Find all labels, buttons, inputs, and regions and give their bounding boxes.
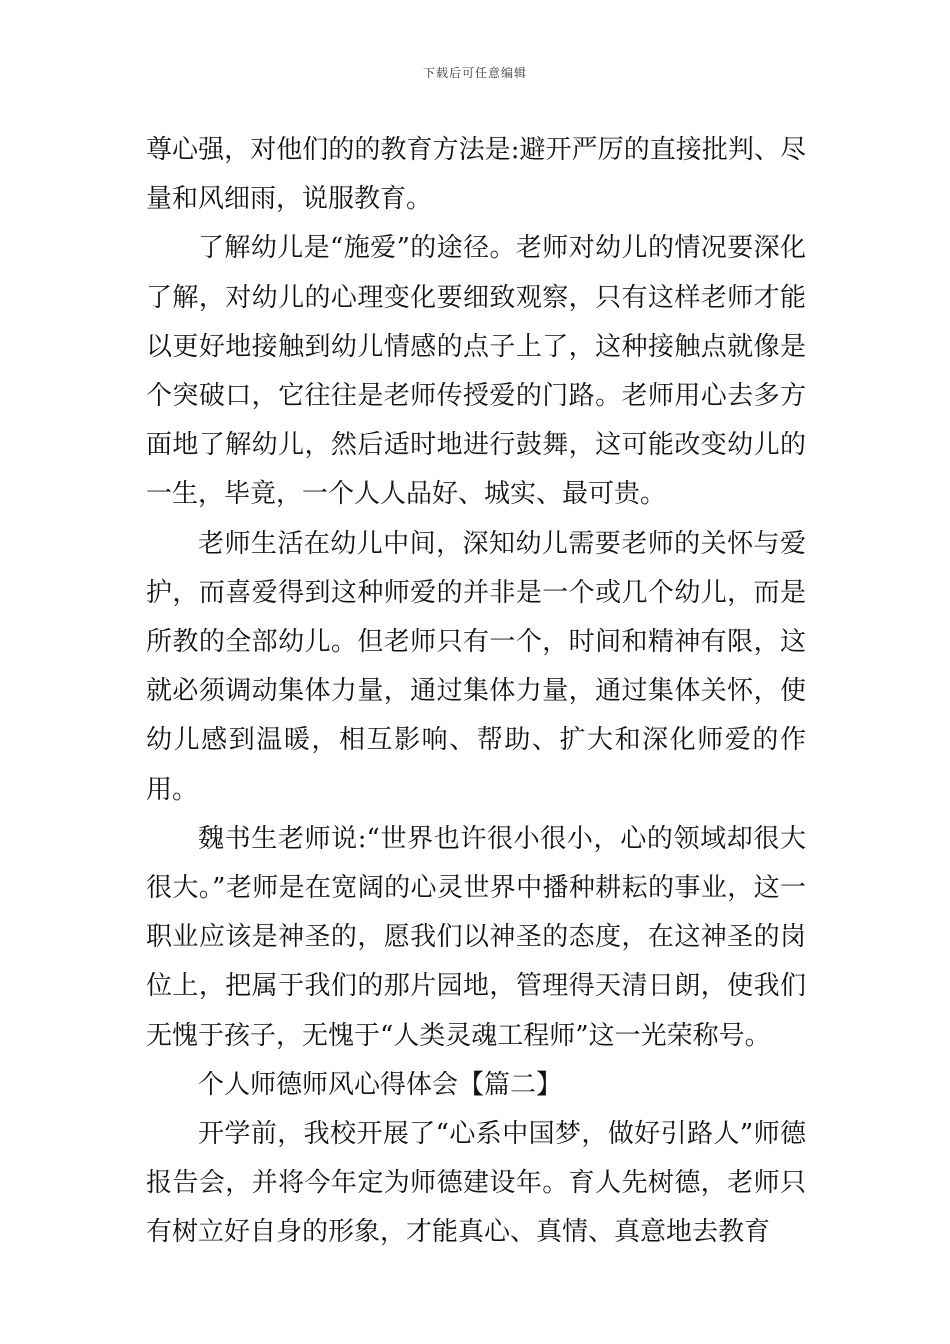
page-header-note: 下载后可任意编辑: [422, 66, 527, 80]
paragraph-school-report: 开学前，我校开展了“心系中国梦，做好引路人”师德报告会，并将今年定为师德建设年。育人先树德，老师只有树立好自身的形象，才能真心、真情、真意地去教育: [146, 1119, 806, 1248]
document-body: [146, 126, 806, 1258]
paragraph-collective-care: 老师生活在幼儿中间，深知幼儿需要老师的关怀与爱护，而喜爱得到这种师爱的并非是一个或几个幼儿，而是所教的全部幼儿。但老师只有一个，时间和精神有限，这就必须调动集体力量，通过集体力量，通过集体关怀，使幼儿感到温暖，相互影响、帮助、扩大和深化师爱的作用。: [146, 528, 806, 805]
paragraph-understanding-children: 了解幼儿是“施爱”的途径。老师对幼儿的情况要深化了解，对幼儿的心理变化要细致观察，只有这样老师才能以更好地接触到幼儿情感的点子上了，这种接触点就像是个突破口，它往往是老师传授爱的门路。老师用心去多方面地了解幼儿，然后适时地进行鼓舞，这可能改变幼儿的一生，毕竟，一个人人品好、城实、最可贵。: [146, 233, 806, 510]
paragraph-continuation: 尊心强，对他们的的教育方法是:避开严厉的直接批判、尽量和风细雨，说服教育。: [146, 135, 806, 215]
section-heading-part-two: 个人师德师风心得体会【篇二】: [198, 1069, 563, 1100]
paragraph-wei-shusheng-quote: 魏书生老师说:“世界也许很小很小，心的领域却很大很大。”老师是在宽阔的心灵世界中播种耕耘的事业，这一职业应该是神圣的，愿我们以神圣的态度，在这神圣的岗位上，把属于我们的那片园地，管理得天清日朗，使我们无愧于孩子，无愧于“人类灵魂工程师”这一光荣称号。: [146, 823, 806, 1051]
